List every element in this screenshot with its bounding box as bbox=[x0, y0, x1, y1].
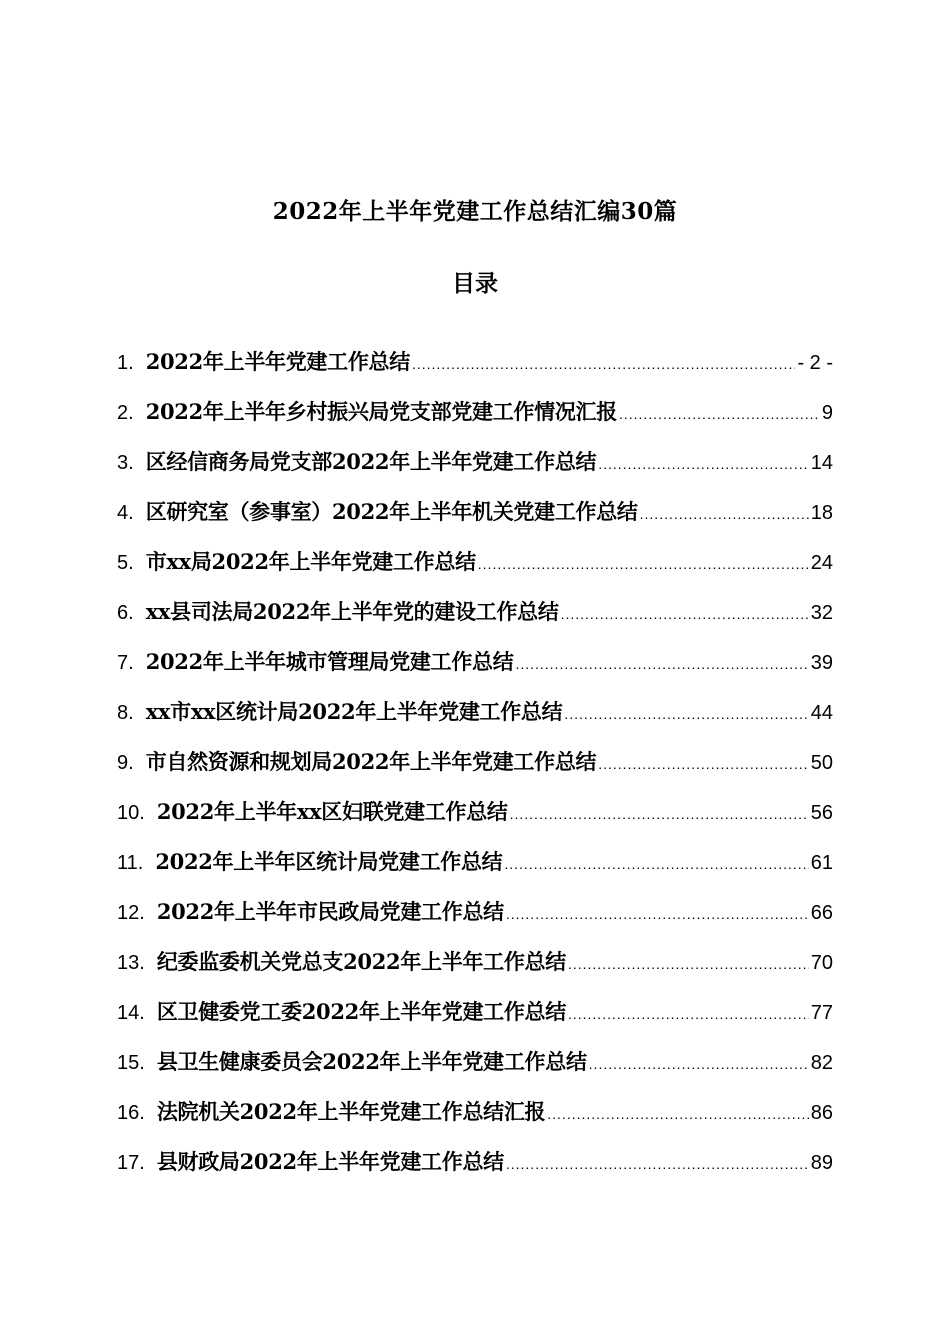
toc-entry-number: 1. bbox=[117, 352, 134, 374]
toc-entry-number: 15. bbox=[117, 1052, 145, 1074]
toc-entry[interactable] bbox=[117, 945, 833, 995]
toc-entry-number: 13. bbox=[117, 952, 145, 974]
toc-entry-title[interactable]: 区经信商务局党支部2022年上半年党建工作总结 bbox=[145, 449, 597, 474]
toc-entry-title[interactable]: 纪委监委机关党总支2022年上半年工作总结 bbox=[156, 949, 566, 974]
toc-entry-number: 8. bbox=[117, 702, 134, 724]
toc-dot-leader bbox=[564, 697, 808, 731]
toc-entry-page-number: 61 bbox=[810, 852, 833, 874]
toc-entry-title[interactable]: 2022年上半年党建工作总结 bbox=[145, 349, 410, 374]
toc-entry-number: 2. bbox=[117, 402, 134, 424]
toc-entry-title[interactable]: 2022年上半年xx区妇联党建工作总结 bbox=[156, 799, 508, 824]
toc-entry-title[interactable]: 2022年上半年市民政局党建工作总结 bbox=[156, 899, 504, 924]
toc-entry-page-number: 24 bbox=[810, 552, 833, 574]
toc-entry-page-number: 32 bbox=[810, 602, 833, 624]
toc-entry-page-number: 66 bbox=[810, 902, 833, 924]
toc-dot-leader bbox=[506, 897, 809, 931]
toc-entry-page-number: 18 bbox=[810, 502, 833, 524]
toc-dot-leader bbox=[547, 1097, 808, 1131]
toc-dot-leader bbox=[504, 847, 808, 881]
table-of-contents bbox=[117, 345, 833, 1195]
toc-entry[interactable] bbox=[117, 645, 833, 695]
toc-entry-number: 3. bbox=[117, 452, 134, 474]
toc-entry-title[interactable]: 区研究室（参事室）2022年上半年机关党建工作总结 bbox=[145, 499, 638, 524]
toc-entry-page-number: 77 bbox=[810, 1002, 833, 1024]
toc-entry-number: 14. bbox=[117, 1002, 145, 1024]
toc-entry[interactable] bbox=[117, 595, 833, 645]
toc-entry[interactable] bbox=[117, 695, 833, 745]
toc-dot-leader bbox=[598, 747, 809, 781]
toc-entry-title[interactable]: 2022年上半年城市管理局党建工作总结 bbox=[145, 649, 514, 674]
toc-entry-title[interactable]: 区卫健委党工委2022年上半年党建工作总结 bbox=[156, 999, 566, 1024]
toc-entry-number: 17. bbox=[117, 1152, 145, 1174]
toc-entry[interactable] bbox=[117, 795, 833, 845]
toc-dot-leader bbox=[506, 1147, 809, 1181]
toc-entry-number: 5. bbox=[117, 552, 134, 574]
toc-entry-page-number: 44 bbox=[810, 702, 833, 724]
toc-dot-leader bbox=[515, 647, 808, 681]
toc-entry-page-number: 56 bbox=[810, 802, 833, 824]
toc-entry[interactable] bbox=[117, 445, 833, 495]
toc-entry[interactable] bbox=[117, 345, 833, 395]
toc-entry-page-number: 70 bbox=[810, 952, 833, 974]
toc-entry-page-number: - 2 - bbox=[797, 352, 833, 374]
toc-entry-page-number: 50 bbox=[810, 752, 833, 774]
toc-entry-title[interactable]: 法院机关2022年上半年党建工作总结汇报 bbox=[156, 1099, 546, 1124]
toc-entry-number: 7. bbox=[117, 652, 134, 674]
toc-entry[interactable] bbox=[117, 995, 833, 1045]
toc-dot-leader bbox=[589, 1047, 809, 1081]
toc-dot-leader bbox=[561, 597, 809, 631]
toc-entry-title[interactable]: xx县司法局2022年上半年党的建设工作总结 bbox=[145, 599, 559, 624]
toc-dot-leader bbox=[568, 997, 809, 1031]
toc-entry-number: 11. bbox=[117, 852, 144, 874]
toc-entry[interactable] bbox=[117, 395, 833, 445]
toc-entry[interactable] bbox=[117, 1145, 833, 1195]
toc-entry-title[interactable]: 县财政局2022年上半年党建工作总结 bbox=[156, 1149, 504, 1174]
toc-dot-leader bbox=[640, 497, 809, 531]
toc-entry-number: 6. bbox=[117, 602, 134, 624]
toc-entry-number: 9. bbox=[117, 752, 134, 774]
toc-dot-leader bbox=[568, 947, 809, 981]
toc-entry-number: 16. bbox=[117, 1102, 145, 1124]
toc-entry-number: 10. bbox=[117, 802, 145, 824]
toc-dot-leader bbox=[619, 397, 820, 431]
toc-entry-page-number: 14 bbox=[810, 452, 833, 474]
toc-entry[interactable] bbox=[117, 745, 833, 795]
toc-entry-title[interactable]: 市xx局2022年上半年党建工作总结 bbox=[145, 549, 476, 574]
toc-dot-leader bbox=[412, 347, 796, 381]
toc-entry-number: 12. bbox=[117, 902, 145, 924]
toc-dot-leader bbox=[510, 797, 809, 831]
toc-entry-title[interactable]: 2022年上半年乡村振兴局党支部党建工作情况汇报 bbox=[145, 399, 617, 424]
toc-entry[interactable] bbox=[117, 495, 833, 545]
document-title: 2022年上半年党建工作总结汇编30篇 bbox=[272, 198, 678, 225]
toc-entry-title[interactable]: 市自然资源和规划局2022年上半年党建工作总结 bbox=[145, 749, 597, 774]
toc-entry[interactable] bbox=[117, 1095, 833, 1145]
toc-dot-leader bbox=[598, 447, 809, 481]
toc-entry[interactable] bbox=[117, 545, 833, 595]
toc-entry-title[interactable]: 县卫生健康委员会2022年上半年党建工作总结 bbox=[156, 1049, 587, 1074]
toc-entry[interactable] bbox=[117, 1045, 833, 1095]
toc-entry-title[interactable]: xx市xx区统计局2022年上半年党建工作总结 bbox=[145, 699, 563, 724]
toc-entry-title[interactable]: 2022年上半年区统计局党建工作总结 bbox=[155, 849, 503, 874]
toc-entry-page-number: 9 bbox=[821, 402, 833, 424]
toc-entry-page-number: 86 bbox=[810, 1102, 833, 1124]
toc-dot-leader bbox=[478, 547, 809, 581]
toc-entry-page-number: 39 bbox=[810, 652, 833, 674]
toc-heading: 目录 bbox=[452, 270, 498, 297]
toc-entry-page-number: 82 bbox=[810, 1052, 833, 1074]
toc-entry-page-number: 89 bbox=[810, 1152, 833, 1174]
toc-entry[interactable] bbox=[117, 895, 833, 945]
toc-entry-number: 4. bbox=[117, 502, 134, 524]
toc-entry[interactable] bbox=[117, 845, 833, 895]
